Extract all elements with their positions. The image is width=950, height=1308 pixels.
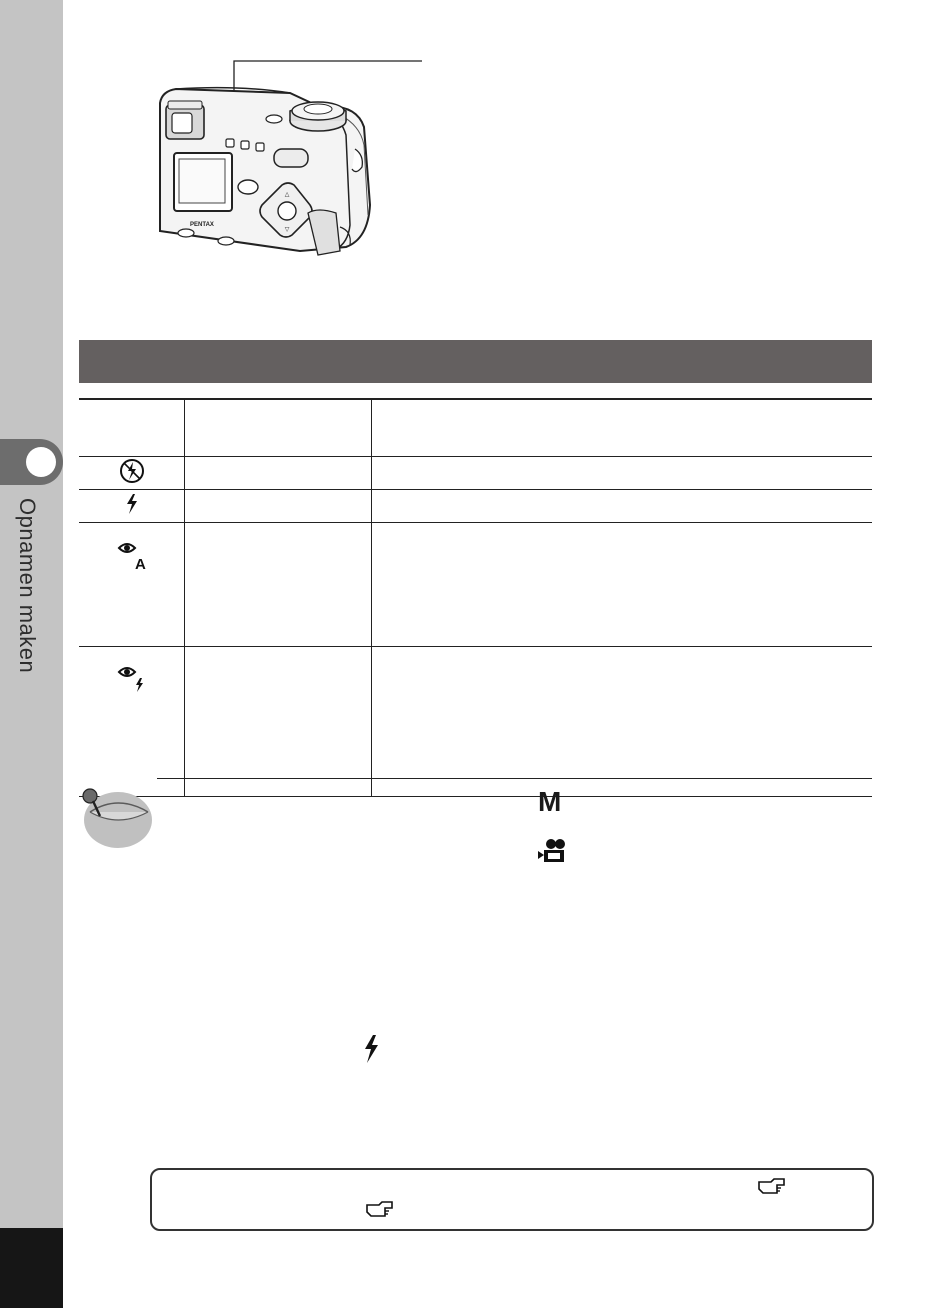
chapter-label: Opnamen maken [15, 498, 40, 674]
svg-text:△: △ [284, 192, 290, 198]
manual-mode-icon: M [538, 786, 562, 817]
auto-red-eye-reduction-icon [115, 539, 149, 571]
table-row [79, 490, 872, 523]
section-header-bar [79, 340, 872, 383]
page-reference-icon [365, 1199, 395, 1219]
flash-on-icon [362, 1034, 380, 1064]
table-row [79, 647, 872, 797]
svg-text:A: A [134, 556, 146, 571]
flash-off-icon [119, 458, 145, 484]
flash-mode-table [79, 398, 872, 797]
svg-text:▽: ▽ [284, 227, 290, 233]
chapter-tab [0, 439, 70, 485]
table-row [79, 457, 872, 490]
movie-mode-icon [537, 838, 567, 864]
sidebar-footer-block [0, 1228, 63, 1308]
table-row [79, 523, 872, 647]
camera-brand-text: PENTAX [190, 222, 214, 228]
camera-illustration [150, 55, 430, 260]
flash-on-red-eye-reduction-icon [115, 663, 149, 695]
flash-on-icon [125, 493, 139, 515]
memo-pushpin-icon [76, 782, 156, 852]
page-reference-icon [757, 1176, 787, 1196]
chapter-tab-circle [26, 447, 56, 477]
memo-divider [157, 778, 872, 779]
table-header-row [79, 399, 872, 457]
